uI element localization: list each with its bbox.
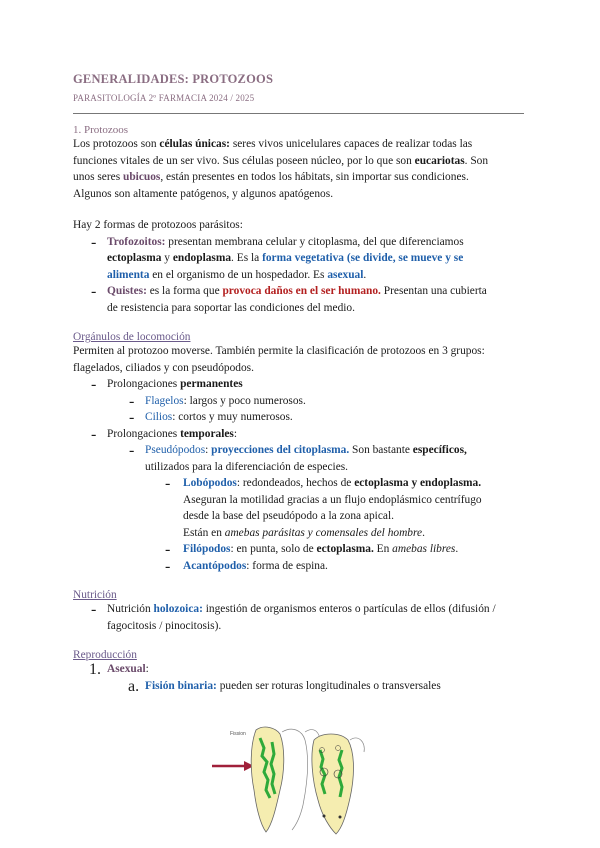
- list-item-lobopodos: - Lobópodos: redondeados, hechos de ectoplasma y endoplasma. Aseguran la motilidad gracias a un flujo endoplásmico centrífugo desde la base del pseudópodo a la zona apical. Están en amebas parásitas y comensales del hombre.: [165, 475, 482, 539]
- section-heading-reproduccion: Reproducción: [73, 649, 137, 661]
- list-item-permanentes: - Prolongaciones permanentes: [91, 376, 243, 393]
- binary-fission-illustration: [210, 720, 375, 840]
- list-item-temporales: - Prolongaciones temporales:: [91, 425, 238, 443]
- list-item-cilios: - Cilios: cortos y muy numerosos.: [129, 409, 293, 426]
- section-heading-locomocion: Orgánulos de locomoción: [73, 331, 191, 343]
- list-item-pseudopodos: - Pseudópodos: proyecciones del citoplasma. Son bastante específicos, utilizados para la diferenciación de especies.: [129, 442, 467, 473]
- list-item-asexual: 1. Asexual:: [89, 661, 149, 678]
- list-item-fision-binaria: a. Fisión binaria: pueden ser roturas longitudinales o transversales: [128, 677, 441, 695]
- page-title: GENERALIDADES: PROTOZOOS: [73, 72, 274, 86]
- intro-paragraph: Los protozoos son células únicas: seres vivos unicelulares capaces de realizar todas las funciones vitales de un ser vivo. Sus células poseen núcleo, por lo que son eucariotas. Son unos seres ubicuos, están presentes en todos los hábitats, sin importar sus condiciones. Algunos son altamente patógenos, y algunos apatógenos.: [73, 138, 489, 200]
- document-page: [73, 72, 523, 694]
- list-item-filopodos: - Filópodos: en punta, solo de ectoplasma. En amebas libres.: [165, 541, 459, 558]
- svg-text:Fission: Fission: [230, 731, 246, 737]
- list-item-nutricion: - Nutrición holozoica: ingestión de organismos enteros o partículas de ellos (difusión / fagocitosis / pinocitosis).: [91, 601, 496, 632]
- section-heading-protozoos: 1. Protozoos: [73, 124, 128, 136]
- section-heading-nutricion: Nutrición: [73, 589, 117, 601]
- locomocion-paragraph: Permiten al protozoo moverse. También permite la clasificación de protozoos en 3 grupos: flagelados, ciliados y con pseudópodos.: [73, 345, 485, 374]
- page-subtitle: PARASITOLOGÍA 2º FARMACIA 2024 / 2025: [73, 93, 255, 103]
- forms-intro: Hay 2 formas de protozoos parásitos:: [73, 219, 243, 231]
- list-item-quistes: - Quistes: es la forma que provoca daños en el ser humano. Presentan una cubierta de resistencia para soportar las condiciones del medio.: [91, 283, 487, 314]
- list-item-acantopodos: - Acantópodos: forma de espina.: [165, 557, 328, 575]
- header-divider: [73, 113, 524, 114]
- list-item-trofozoitos: - Trofozoitos: presentan membrana celular y citoplasma, del que diferenciamos ectoplasma y endoplasma. Es la forma vegetativa (se divide, se mueve y se alimenta en el organismo de un hospedador. Es asexual.: [91, 233, 464, 281]
- list-item-flagelos: - Flagelos: largos y poco numerosos.: [129, 392, 306, 410]
- fission-figure: [210, 720, 375, 840]
